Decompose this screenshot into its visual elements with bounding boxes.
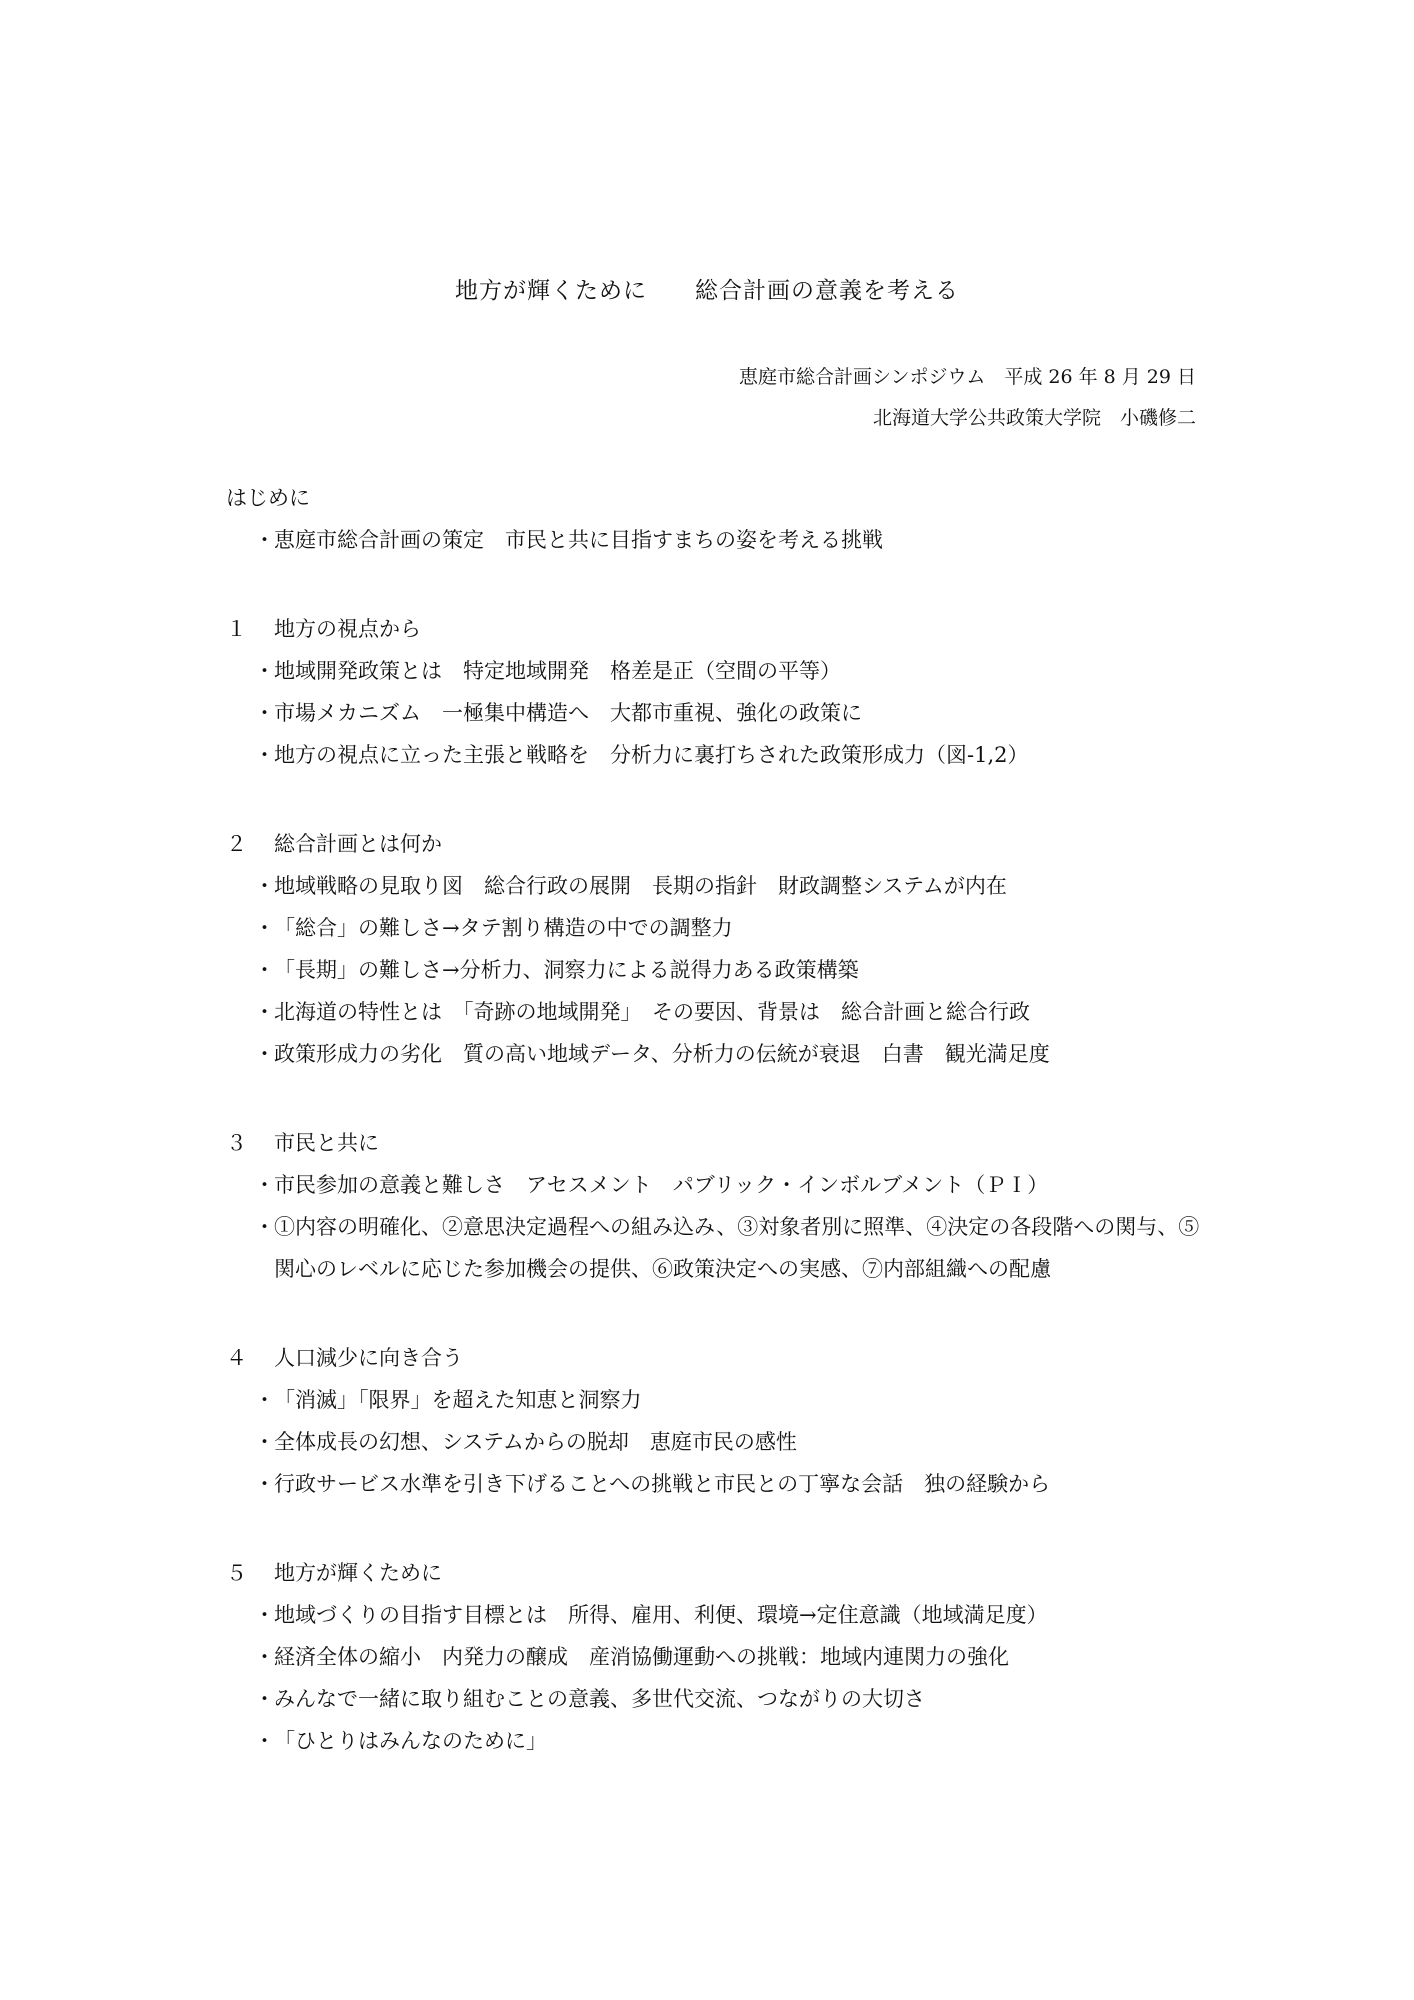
list-item	[226, 1720, 1206, 1762]
list-item	[226, 519, 1206, 561]
list-item	[226, 1594, 1206, 1636]
bullet-mark: ・	[254, 528, 275, 552]
bullet-mark: ・	[254, 1000, 275, 1024]
list-item	[226, 991, 1206, 1033]
list-item-text: 地方の視点に立った主張と戦略を 分析力に裏打ちされた政策形成力（図-1,2）	[274, 743, 1029, 767]
event-line: 恵庭市総合計画シンポジウム 平成 26 年 8 月 29 日	[738, 366, 1196, 388]
bullet-mark: ・	[254, 1472, 275, 1496]
bullet-mark: ・	[254, 1173, 275, 1197]
list-item-text: ①内容の明確化、②意思決定過程への組み込み、③対象者別に照準、④決定の各段階への関与、⑤関心のレベルに応じた参加機会の提供、⑥政策決定への実感、⑦内部組織への配慮	[274, 1215, 1200, 1281]
section	[226, 608, 1206, 776]
list-item-text: 全体成長の幻想、システムからの脱却 恵庭市民の感性	[274, 1430, 797, 1454]
bullet-list	[226, 519, 1206, 561]
section-number: １	[226, 617, 247, 641]
bullet-list	[226, 1594, 1206, 1762]
section	[226, 477, 1206, 561]
bullet-mark: ・	[254, 743, 275, 767]
bullet-mark: ・	[254, 1687, 275, 1711]
section-heading	[226, 1122, 1206, 1164]
list-item	[226, 865, 1206, 907]
bullet-list	[226, 650, 1206, 776]
section-heading	[226, 1552, 1206, 1594]
list-item	[226, 1379, 1206, 1421]
sections-container	[226, 477, 1206, 1809]
section-number: ５	[226, 1561, 247, 1585]
section-heading-text: 市民と共に	[274, 1131, 379, 1155]
list-item	[226, 1463, 1206, 1505]
list-item	[226, 692, 1206, 734]
list-item	[226, 1421, 1206, 1463]
list-item-text: 恵庭市総合計画の策定 市民と共に目指すまちの姿を考える挑戦	[274, 528, 883, 552]
list-item-text: 地域戦略の見取り図 総合行政の展開 長期の指針 財政調整システムが内在	[274, 874, 1007, 898]
list-item	[226, 1164, 1206, 1206]
section-number: ４	[226, 1346, 247, 1370]
bullet-mark: ・	[254, 916, 275, 940]
bullet-mark: ・	[254, 1215, 275, 1239]
list-item	[226, 907, 1206, 949]
list-item	[226, 734, 1206, 776]
list-item-text: 行政サービス水準を引き下げることへの挑戦と市民との丁寧な会話 独の経験から	[274, 1472, 1051, 1496]
section-heading-text: 地方が輝くために	[274, 1561, 442, 1585]
list-item-text: 地域開発政策とは 特定地域開発 格差是正（空間の平等）	[274, 659, 841, 683]
section-heading-text: 地方の視点から	[274, 617, 421, 641]
bullet-mark: ・	[254, 1603, 275, 1627]
list-item-text: 北海道の特性とは 「奇跡の地域開発」 その要因、背景は 総合計画と総合行政	[274, 1000, 1030, 1024]
section-heading-text: 人口減少に向き合う	[274, 1346, 463, 1370]
list-item	[226, 1636, 1206, 1678]
section-heading	[226, 477, 1206, 519]
bullet-list	[226, 1379, 1206, 1505]
bullet-list	[226, 1164, 1206, 1290]
section-heading-text: はじめに	[226, 486, 310, 510]
list-item-text: 市場メカニズム 一極集中構造へ 大都市重視、強化の政策に	[274, 701, 862, 725]
bullet-mark: ・	[254, 1729, 275, 1753]
section	[226, 1552, 1206, 1762]
list-item-text: 市民参加の意義と難しさ アセスメント パブリック・インボルブメント（ＰＩ）	[274, 1173, 1049, 1197]
section	[226, 823, 1206, 1075]
bullet-mark: ・	[254, 1388, 275, 1412]
bullet-mark: ・	[254, 1430, 275, 1454]
list-item	[226, 1678, 1206, 1720]
section-heading	[226, 823, 1206, 865]
bullet-mark: ・	[254, 1645, 275, 1669]
document-title: 地方が輝くために 総合計画の意義を考える	[455, 278, 959, 304]
list-item-text: 地域づくりの目指す目標とは 所得、雇用、利便、環境→定住意識（地域満足度）	[274, 1603, 1048, 1627]
list-item-text: 経済全体の縮小 内発力の醸成 産消協働運動への挑戦：地域内連関力の強化	[274, 1645, 1009, 1669]
section-number: ２	[226, 832, 247, 856]
bullet-mark: ・	[254, 874, 275, 898]
list-item-text: 「ひとりはみんなのために」	[274, 1729, 547, 1753]
list-item	[226, 1033, 1206, 1075]
bullet-list	[226, 865, 1206, 1075]
list-item-text: 政策形成力の劣化 質の高い地域データ、分析力の伝統が衰退 白書 観光満足度	[274, 1042, 1050, 1066]
list-item-text: みんなで一緒に取り組むことの意義、多世代交流、つながりの大切さ	[274, 1687, 925, 1711]
bullet-mark: ・	[254, 958, 275, 982]
list-item	[226, 650, 1206, 692]
section-number: ３	[226, 1131, 247, 1155]
section-heading	[226, 1337, 1206, 1379]
author-line: 北海道大学公共政策大学院 小磯修二	[872, 407, 1196, 429]
list-item-text: 「長期」の難しさ→分析力、洞察力による説得力ある政策構築	[274, 958, 859, 982]
list-item-text: 「総合」の難しさ→タテ割り構造の中での調整力	[274, 916, 733, 940]
list-item-text: 「消滅」「限界」を超えた知恵と洞察力	[274, 1388, 642, 1412]
section	[226, 1122, 1206, 1290]
section-heading	[226, 608, 1206, 650]
bullet-mark: ・	[254, 659, 275, 683]
section	[226, 1337, 1206, 1505]
section-heading-text: 総合計画とは何か	[274, 832, 442, 856]
list-item	[226, 1206, 1206, 1290]
bullet-mark: ・	[254, 701, 275, 725]
bullet-mark: ・	[254, 1042, 275, 1066]
list-item	[226, 949, 1206, 991]
